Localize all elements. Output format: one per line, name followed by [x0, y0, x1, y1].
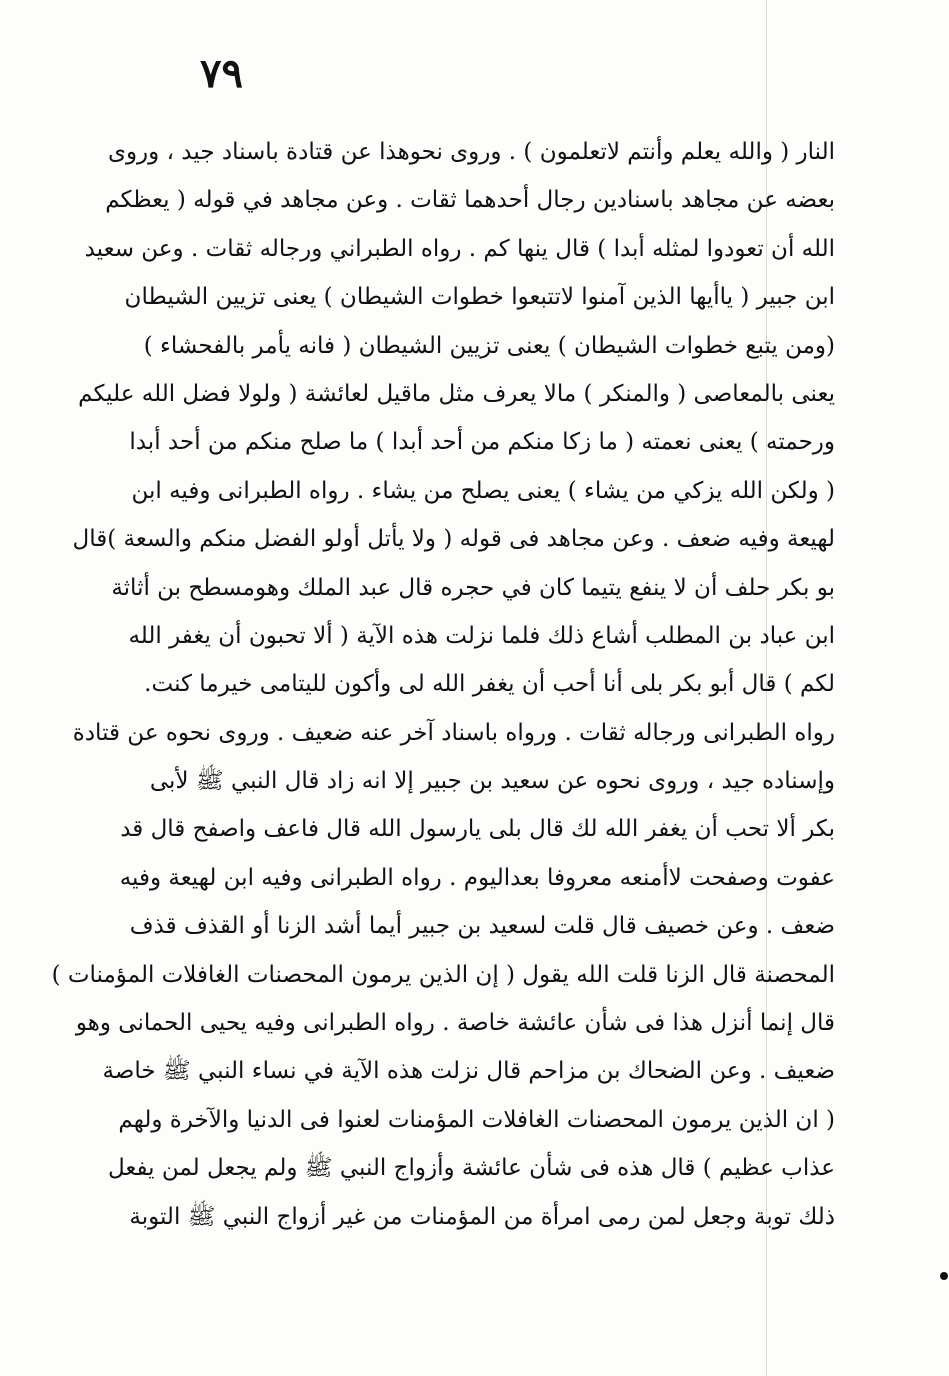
text-line: ضعيف . وعن الضحاك بن مزاحم قال نزلت هذه الآية في نساء النبي ﷺ خاصة — [102, 1058, 835, 1085]
text-line: ذلك توبة وجعل لمن رمى امرأة من المؤمنات من غير أزواج النبي ﷺ التوبة — [129, 1203, 835, 1230]
scan-mark-dot — [940, 1272, 948, 1280]
text-line: بعضه عن مجاهد باسنادين رجال أحدهما ثقات . وعن مجاهد في قوله ( يعظكم — [105, 187, 835, 214]
text-line: يعنى بالمعاصى ( والمنكر ) مالا يعرف مثل ماقيل لعائشة ( ولولا فضل الله عليكم — [78, 380, 835, 407]
text-line: ابن عباد بن المطلب أشاع ذلك فلما نزلت هذه الآية ( ألا تحبون أن يغفر الله — [128, 622, 835, 649]
text-line: لهيعة وفيه ضعف . وعن مجاهد فى قوله ( ولا يأتل أولو الفضل منكم والسعة )قال — [72, 526, 835, 553]
text-line: رواه الطبرانى ورجاله ثقات . ورواه باسناد آخر عنه ضعيف . وروى نحوه عن قتادة — [72, 719, 835, 746]
text-line: عذاب عظيم ) قال هذه فى شأن عائشة وأزواج النبي ﷺ ولم يجعل لمن يفعل — [107, 1155, 835, 1182]
page-number: ٧٩ — [200, 50, 243, 97]
body-text — [51, 128, 835, 1241]
text-line: ضعف . وعن خصيف قال قلت لسعيد بن جبير أيما أشد الزنا أو القذف قذف — [129, 913, 835, 940]
text-line: بو بكر حلف أن لا ينفع يتيما كان في حجره قال عبد الملك وهومسطح بن أثاثة — [111, 574, 835, 601]
text-line: بكر ألا تحب أن يغفر الله لك قال بلى يارسول الله قال فاعف واصفح قال قد — [120, 816, 835, 843]
text-line: النار ( والله يعلم وأنتم لاتعلمون ) . وروى نحوهذا عن قتادة باسناد جيد ، وروى — [107, 139, 835, 165]
text-line: (ومن يتبع خطوات الشيطان ) يعنى تزيين الشيطان ( فانه يأمر بالفحشاء ) — [143, 332, 835, 359]
text-line: عفوت وصفحت لاأمنعه معروفا بعداليوم . رواه الطبرانى وفيه ابن لهيعة وفيه — [119, 864, 835, 891]
text-line: ورحمته ) يعنى نعمته ( ما زكا منكم من أحد أبدا ) ما صلح منكم من أحد أبدا — [129, 429, 835, 456]
text-line: وإسناده جيد ، وروى نحوه عن سعيد بن جبير إلا انه زاد قال النبي ﷺ لأبى — [149, 768, 835, 795]
text-line: الله أن تعودوا لمثله أبدا ) قال ينها كم . رواه الطبراني ورجاله ثقات . وعن سعيد — [84, 235, 835, 262]
text-line: ( ان الذين يرمون المحصنات الغافلات المؤمنات لعنوا فى الدنيا والآخرة ولهم — [118, 1106, 835, 1133]
text-line: ابن جبير ( ياأيها الذين آمنوا لاتتبعوا خطوات الشيطان ) يعنى تزيين الشيطان — [124, 284, 835, 311]
text-line: لكم ) قال أبو بكر بلى أنا أحب أن يغفر الله لى وأكون لليتامى خيرما كنت. — [144, 671, 835, 698]
text-line: المحصنة قال الزنا قلت الله يقول ( إن الذين يرمون المحصنات الغافلات المؤمنات ) — [51, 961, 835, 988]
text-line: ( ولكن الله يزكي من يشاء ) يعنى يصلح من يشاء . رواه الطبرانى وفيه ابن — [131, 477, 835, 504]
text-line: قال إنما أنزل هذا فى شأن عائشة خاصة . رواه الطبرانى وفيه يحيى الحمانى وهو — [75, 1010, 835, 1037]
